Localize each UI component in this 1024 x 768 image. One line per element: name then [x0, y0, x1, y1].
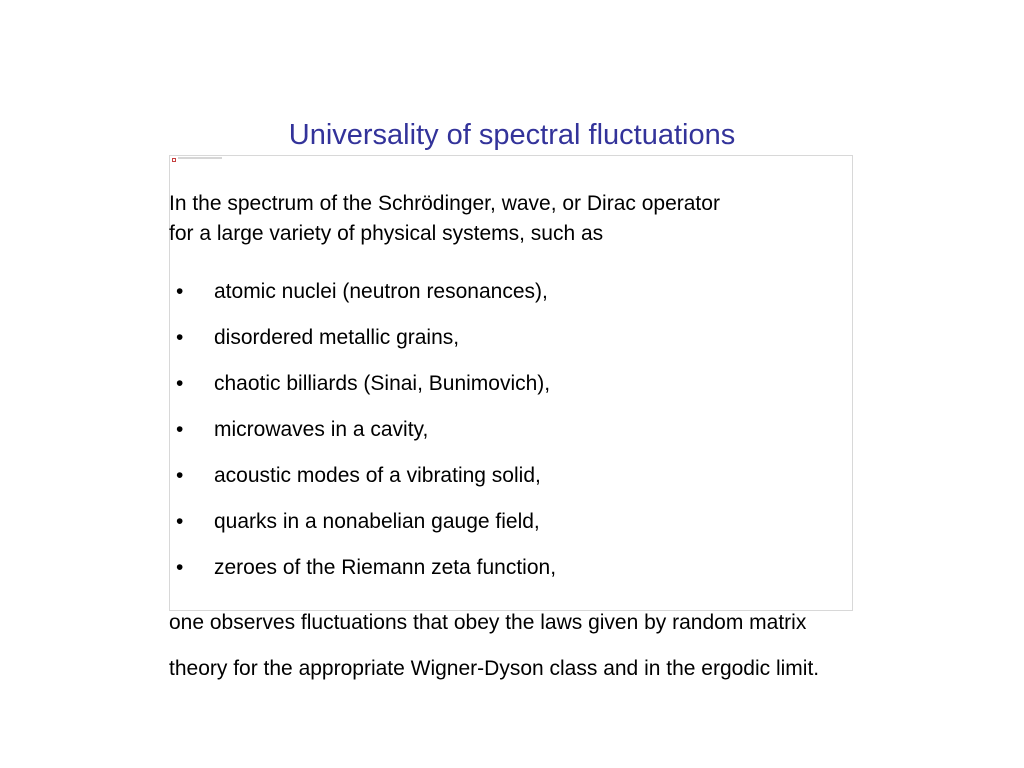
intro-line: for a large variety of physical systems, such as [169, 222, 604, 245]
intro-paragraph [169, 189, 720, 249]
conclusion-line: theory for the appropriate Wigner-Dyson class and in the ergodic limit. [169, 657, 820, 680]
conclusion-paragraph [169, 600, 819, 692]
bullet-icon: • [176, 510, 184, 533]
list-item [169, 499, 556, 545]
list-item [169, 269, 556, 315]
bullet-icon: • [176, 326, 184, 349]
list-item-text: atomic nuclei (neutron resonances), [214, 280, 548, 303]
list-item [169, 453, 556, 499]
list-item-text: microwaves in a cavity, [214, 418, 429, 441]
list-item-text: zeroes of the Riemann zeta function, [214, 556, 557, 579]
systems-bullet-list [169, 269, 556, 591]
intro-line: In the spectrum of the Schrödinger, wave, or Dirac operator [169, 192, 720, 215]
bullet-icon: • [176, 556, 184, 579]
list-item [169, 545, 556, 591]
list-item-text: quarks in a nonabelian gauge field, [214, 510, 540, 533]
list-item [169, 361, 556, 407]
bullet-icon: • [176, 464, 184, 487]
list-item-text: disordered metallic grains, [214, 326, 460, 349]
list-item-text: chaotic billiards (Sinai, Bunimovich), [214, 372, 551, 395]
list-item-text: acoustic modes of a vibrating solid, [214, 464, 541, 487]
bullet-icon: • [176, 418, 184, 441]
frame-corner-marker [172, 158, 176, 162]
list-item [169, 315, 556, 361]
frame-caption-bar [178, 157, 222, 159]
bullet-icon: • [176, 372, 184, 395]
conclusion-line: one observes fluctuations that obey the laws given by random matrix [169, 611, 807, 634]
list-item [169, 407, 556, 453]
bullet-icon: • [176, 280, 184, 303]
slide-title: Universality of spectral fluctuations [288, 119, 736, 151]
